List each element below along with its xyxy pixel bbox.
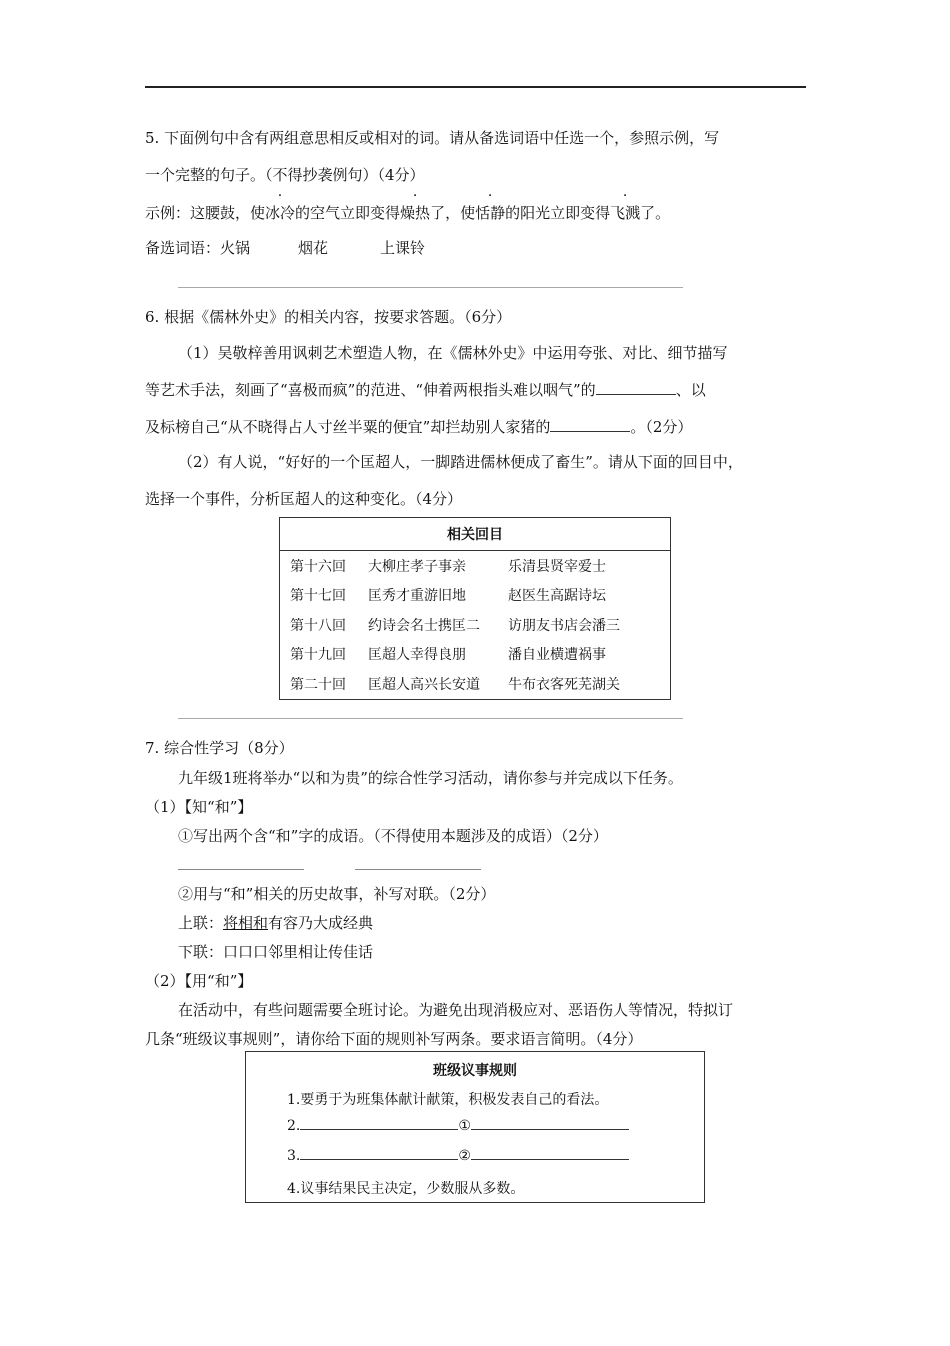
dotted-word-text: 恬静 (475, 204, 506, 222)
q6-text: 等艺术手法，刻画了“喜极而疯”的范进、“伸着两根指头难以咽气”的 (145, 381, 596, 399)
chapter-title-b: 牛布衣客死芜湖关 (508, 676, 620, 693)
dotted-word (265, 202, 295, 223)
option-word: 上课铃 (380, 239, 426, 257)
dotted-word (610, 202, 640, 223)
q6-text: 。（2分） (630, 418, 693, 436)
q7-part1-heading: （1）【知“和”】 (145, 798, 253, 816)
rule-marker: ① (458, 1118, 471, 1134)
example-text: 了。 (640, 204, 671, 222)
option-word: 烟花 (298, 239, 329, 257)
q5-options (145, 237, 425, 258)
option-word: 火锅 (220, 239, 251, 257)
table-row (280, 581, 671, 611)
options-label: 备选词语： (145, 239, 221, 257)
answer-line[interactable] (178, 718, 683, 719)
q6-text: 及标榜自己“从不晓得占人寸丝半粟的便宜”却拦劫别人家猪的 (145, 418, 551, 436)
chapter-title-a: 约诗会名士携匡二 (368, 617, 480, 634)
dotted-word-text: 冰冷 (265, 204, 296, 222)
rule-2-blank-a[interactable] (300, 1129, 458, 1130)
table-row (280, 640, 671, 670)
q6-text: 、以 (675, 381, 706, 399)
q7-p2-line2: 几条“班级议事规则”，请你给下面的规则补写两条。要求语言简明。（4分） (145, 1030, 643, 1048)
couplet-text: 有容乃大成经典 (268, 914, 374, 932)
rule-1: 1.要勇于为班集体献计献策，积极发表自己的看法。 (287, 1092, 609, 1108)
chapter-number: 第十八回 (290, 617, 346, 634)
q7-title: 7. 综合性学习（8分） (145, 739, 294, 757)
example-text: 的阳光立即变得 (505, 204, 611, 222)
q6-p1-line3 (145, 416, 692, 437)
table-row (280, 610, 671, 640)
rules-box (245, 1051, 705, 1203)
rule-3-blank-a[interactable] (300, 1159, 458, 1160)
q7-task2: ②用与“和”相关的历史故事，补写对联。（2分） (178, 885, 496, 903)
dotted-word (400, 202, 430, 223)
rule-number: 3. (287, 1148, 301, 1164)
example-text: 示例：这腰鼓，使 (145, 204, 266, 222)
q5-line1: 5. 下面例句中含有两组意思相反或相对的词。请从备选词语中任选一个，参照示例，写 (145, 129, 720, 147)
rules-title: 班级议事规则 (433, 1063, 517, 1079)
q6-p1-line2 (145, 379, 706, 400)
chapter-number: 第十七回 (290, 588, 346, 605)
header-rule (145, 86, 806, 88)
rule-number: 2. (287, 1118, 301, 1134)
q7-p2-line1: 在活动中，有些问题需要全班讨论。为避免出现消极应对、恶语伤人等情况，特拟订 (178, 1001, 734, 1019)
chapter-title-a: 匡秀才重游旧地 (368, 588, 466, 605)
example-text: 的空气立即变得 (295, 204, 401, 222)
couplet-underlined: 将相和 (223, 914, 269, 932)
chapter-number: 第十九回 (290, 647, 346, 664)
chapter-title-a: 大柳庄孝子事亲 (368, 558, 466, 575)
couplet-lower: 下联：口口口邻里相让传佳话 (178, 943, 374, 961)
table-row (280, 669, 671, 699)
fill-blank-2[interactable] (550, 431, 630, 432)
q5-line2: 一个完整的句子。（不得抄袭例句）（4分） (145, 166, 425, 184)
table-row (280, 551, 671, 581)
q7-intro: 九年级1班将举办“以和为贵”的综合性学习活动，请你参与并完成以下任务。 (178, 769, 683, 787)
dotted-word (475, 202, 505, 223)
chapter-title-a: 匡超人幸得良朋 (368, 647, 466, 664)
chapter-number: 第十六回 (290, 558, 346, 575)
dotted-word-text: 燥热 (400, 204, 431, 222)
rule-2-blank-b[interactable] (471, 1129, 629, 1130)
chapter-title-b: 潘自业横遭祸事 (508, 647, 606, 664)
chapter-title-a: 匡超人高兴长安道 (368, 676, 480, 693)
q5-example (145, 202, 670, 223)
q7-part2-heading: （2）【用“和”】 (145, 972, 253, 990)
couplet-label: 上联： (178, 914, 224, 932)
rule-4: 4.议事结果民主决定，少数服从多数。 (287, 1181, 525, 1197)
idiom-answer-line-2[interactable] (355, 869, 481, 870)
idiom-answer-line-1[interactable] (178, 869, 304, 870)
fill-blank-1[interactable] (596, 394, 676, 395)
chapter-title-b: 乐清县贤宰爱士 (508, 558, 606, 575)
rule-3 (287, 1148, 629, 1164)
answer-line[interactable] (178, 287, 683, 288)
chapter-title-b: 赵医生高踞诗坛 (508, 588, 606, 605)
dotted-word-text: 飞溅 (610, 204, 641, 222)
chapter-table (279, 517, 671, 700)
q6-p2-line2: 选择一个事件，分析匡超人的这种变化。（4分） (145, 490, 463, 508)
q7-task1: ①写出两个含“和”字的成语。（不得使用本题涉及的成语）（2分） (178, 827, 608, 845)
rule-2 (287, 1118, 629, 1134)
couplet-upper (178, 912, 373, 933)
q6-title: 6. 根据《儒林外史》的相关内容，按要求答题。（6分） (145, 308, 512, 326)
rule-marker: ② (458, 1148, 471, 1164)
q6-p2-line1: （2）有人说，“好好的一个匡超人，一脚踏进儒林便成了畜生”。请从下面的回目中， (178, 453, 743, 471)
rule-3-blank-b[interactable] (471, 1159, 629, 1160)
example-text: 了，使 (430, 204, 476, 222)
chapter-number: 第二十回 (290, 676, 346, 693)
chapter-table-title: 相关回目 (280, 518, 671, 551)
chapter-title-b: 访朋友书店会潘三 (508, 617, 620, 634)
q6-p1-line1: （1）吴敬梓善用讽刺艺术塑造人物，在《儒林外史》中运用夸张、对比、细节描写 (178, 344, 728, 362)
